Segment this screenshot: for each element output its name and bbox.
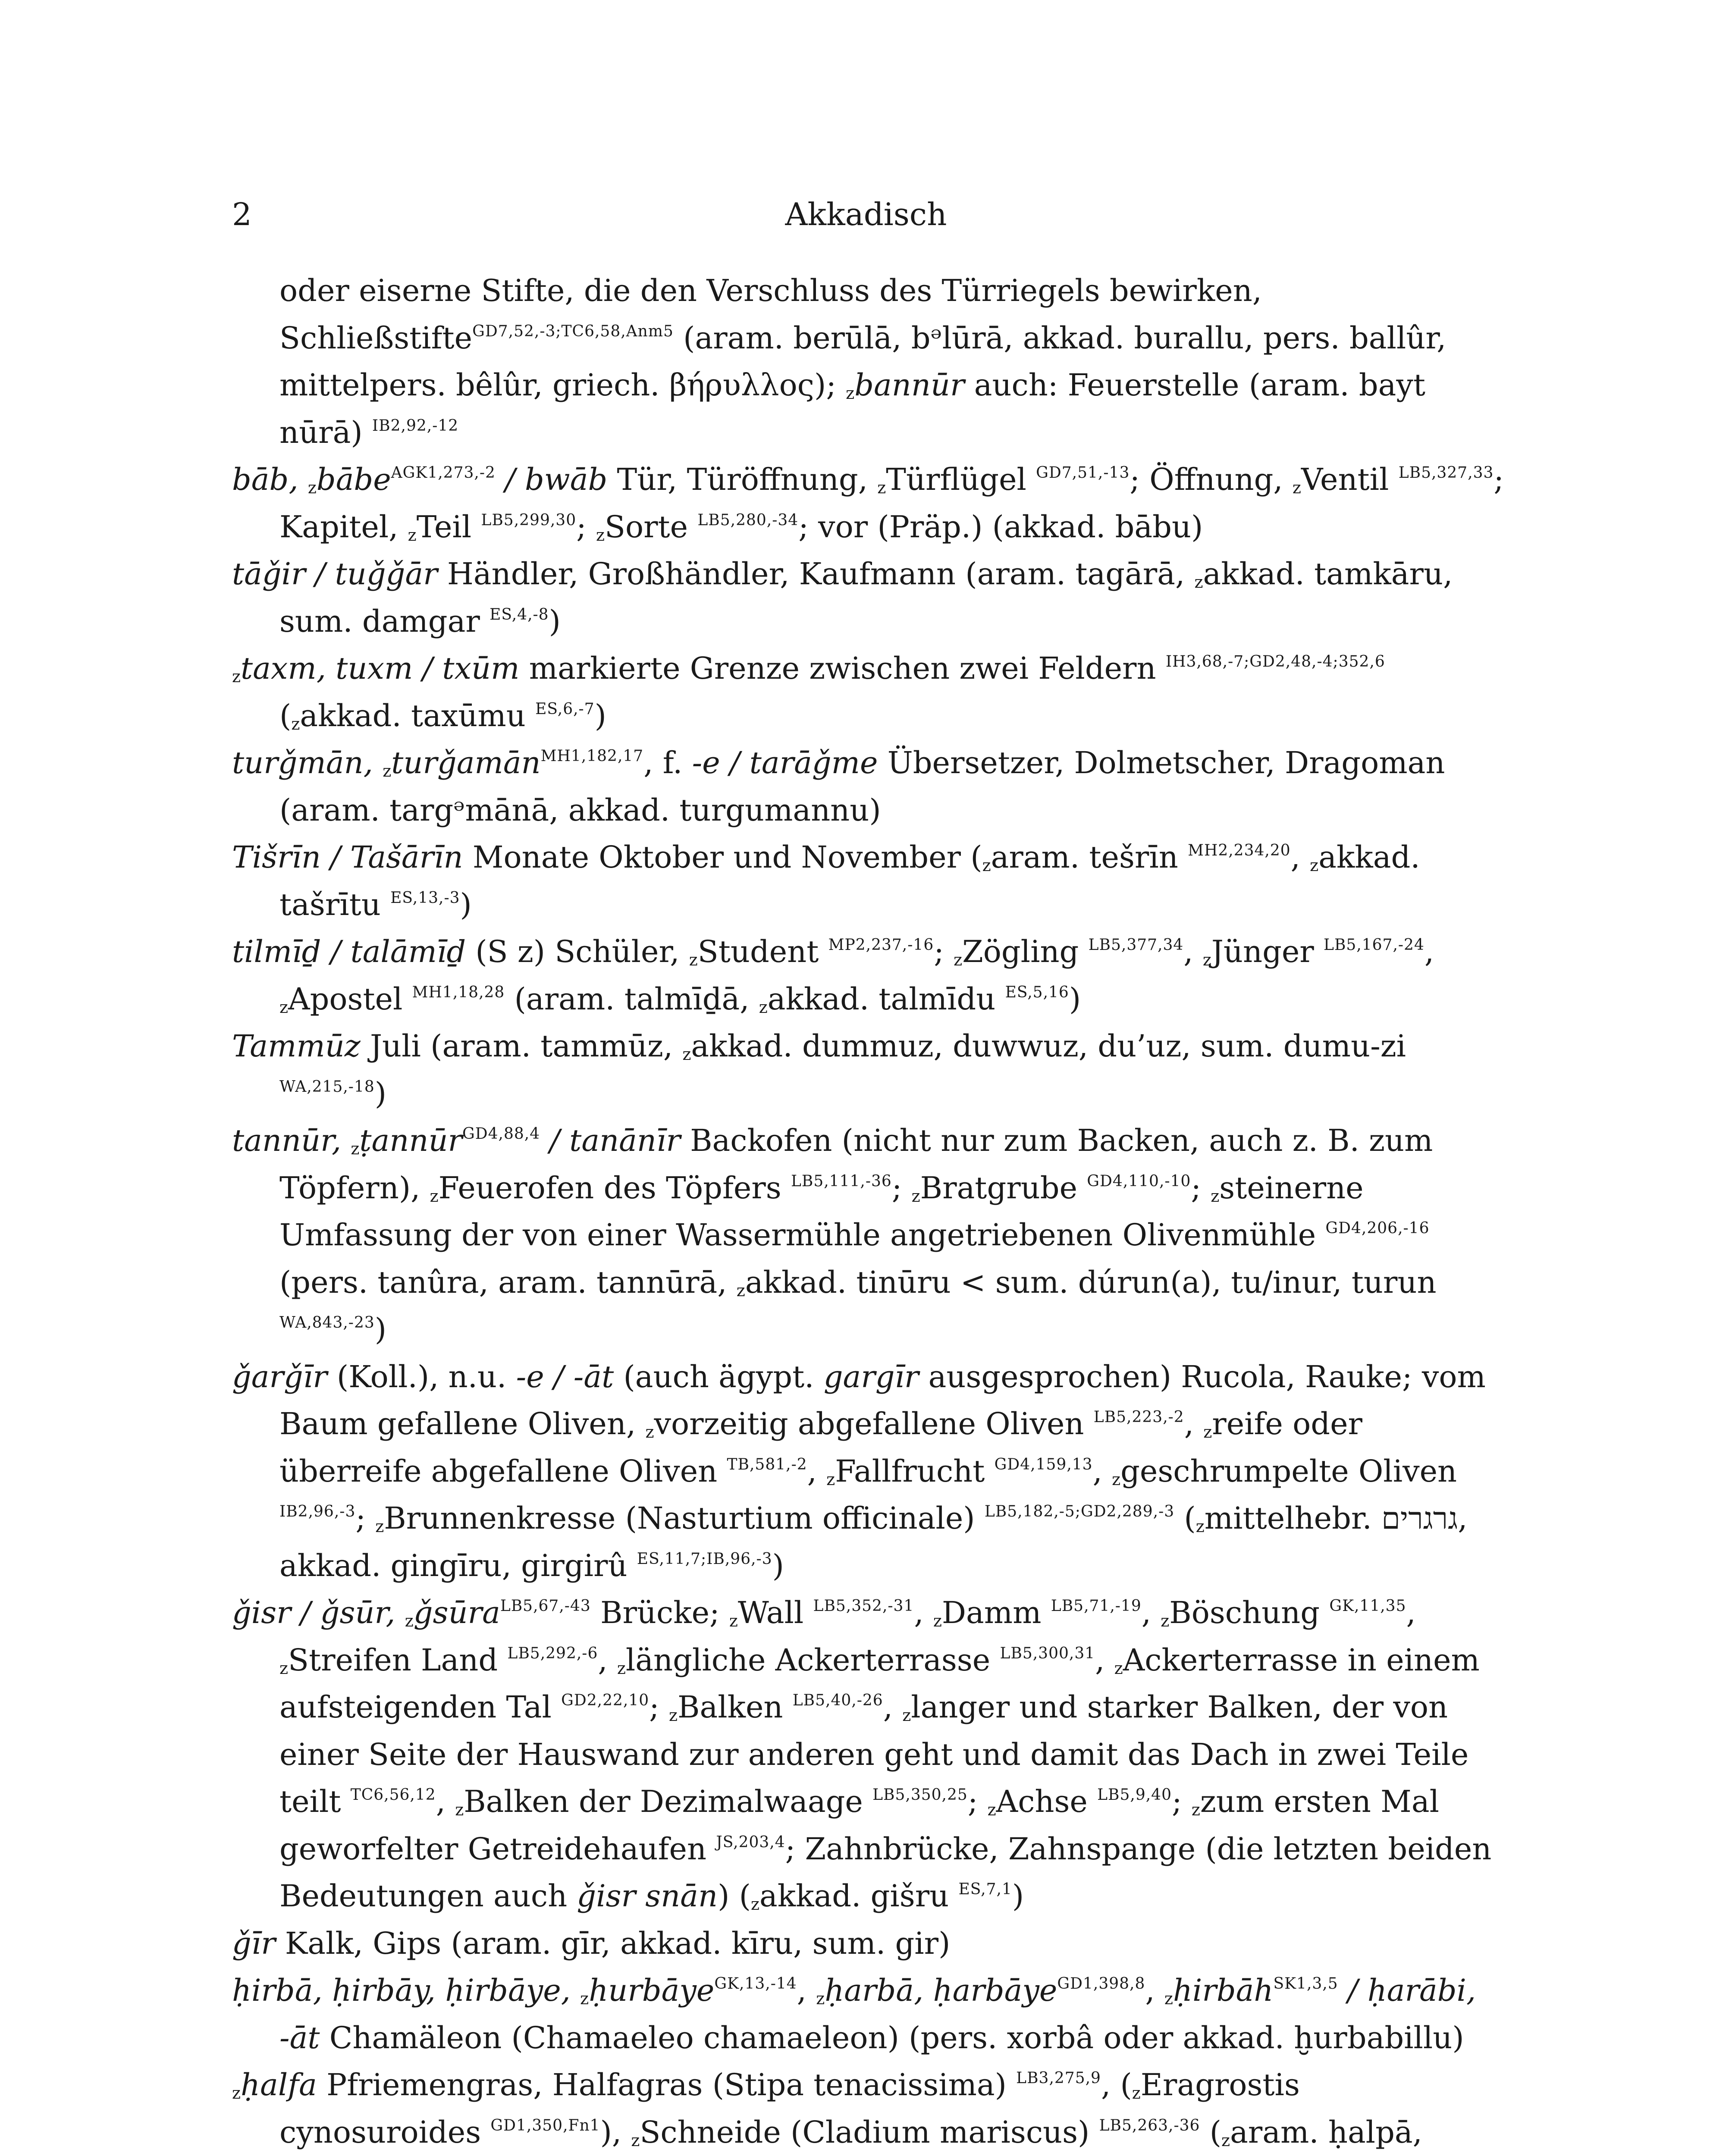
entry-text: ; <box>967 1784 988 1819</box>
entry-text: Chamäleon (Chamaeleo chamaeleon) (pers. xorbâ oder akkad. ḫurbabillu) <box>320 2020 1464 2056</box>
z-marker: z <box>631 2131 640 2150</box>
z-marker: z <box>816 1989 825 2008</box>
source-reference: LB5,182,-5;GD2,289,-3 <box>984 1503 1175 1520</box>
z-marker: z <box>987 1800 996 1819</box>
z-marker: z <box>736 1281 745 1300</box>
z-marker: z <box>1202 950 1211 969</box>
entry-text: , <box>1184 1406 1204 1442</box>
entry-text: vorzeitig abgefallene Oliven <box>654 1406 1094 1442</box>
entry-text: Sorte <box>604 509 698 545</box>
entry-text: , <box>797 1973 816 2008</box>
z-marker: z <box>408 525 417 545</box>
entry-text: akkad. tamkāru, sum. damgar <box>279 556 1453 639</box>
entry-text: ) <box>374 1312 387 1347</box>
entry-text: , <box>1092 1453 1112 1489</box>
entry-text: ; <box>1191 1170 1211 1206</box>
entry-text: , <box>1141 1595 1161 1630</box>
headword: turǧmān, <box>232 745 383 780</box>
entry-text: ; <box>1172 1784 1192 1819</box>
z-marker: z <box>405 1611 414 1630</box>
entry-text: Kalk, Gips (aram. gīr, akkad. kīru, sum. gir) <box>275 1925 951 1961</box>
headword: ḥalfa <box>241 2067 317 2103</box>
entry-text: (aram. talmīḏā, <box>505 981 759 1017</box>
entry-text: Eragrostis cynosuroides <box>279 2067 1300 2150</box>
source-reference: LB5,9,40 <box>1097 1786 1172 1804</box>
source-reference: GD4,206,-16 <box>1325 1219 1430 1237</box>
z-marker: z <box>279 997 289 1017</box>
source-reference: ES,11,7;IB,96,-3 <box>637 1550 772 1568</box>
z-marker: z <box>668 1706 678 1725</box>
entry-text: Fallfrucht <box>835 1453 995 1489</box>
entry-text: ; Kapitel, <box>279 462 1504 545</box>
entry-text: oder eiserne Stifte, die den Verschluss des Türriegels bewirken, Schließstifte <box>279 273 1262 356</box>
entry-text: , <box>883 1689 903 1725</box>
entry-text: Damm <box>941 1595 1051 1630</box>
entry-text: Böschung <box>1169 1595 1330 1630</box>
z-marker: z <box>1112 1470 1121 1489</box>
running-head: Akkadisch <box>785 196 947 232</box>
source-reference: AGK1,273,-2 <box>391 464 496 482</box>
source-reference: GK,13,-14 <box>714 1975 797 1993</box>
headword: ǧsūra <box>413 1595 500 1630</box>
entry-text: reife oder überreife abgefallene Oliven <box>279 1406 1362 1489</box>
z-marker: z <box>1161 1611 1170 1630</box>
source-reference: GD1,398,8 <box>1057 1975 1145 1993</box>
source-reference: GD2,22,10 <box>561 1692 650 1709</box>
entry-text: Achse <box>996 1784 1098 1819</box>
headword: tāǧir / tuǧǧār <box>232 556 438 592</box>
source-reference: GD4,110,-10 <box>1087 1172 1191 1190</box>
z-marker: z <box>279 1658 289 1678</box>
headword: -e / -āt <box>516 1359 614 1395</box>
entry-text: langer und starker Balken, der von einer Seite der Hauswand zur anderen geht und damit das Dach in zwei Teile teilt <box>279 1689 1469 1819</box>
entry-list <box>232 267 1509 2156</box>
entry-text: Balken der Dezimalwaage <box>464 1784 873 1819</box>
headword: taxm, tuxm / txūm <box>241 651 520 686</box>
z-marker: z <box>232 2084 241 2103</box>
entry-text: ( <box>1174 1501 1196 1536</box>
entry-text: Türflügel <box>886 462 1036 497</box>
dictionary-entry <box>232 834 1509 928</box>
source-reference: LB5,223,-2 <box>1093 1408 1184 1426</box>
z-marker: z <box>291 714 300 733</box>
z-marker: z <box>430 1186 439 1206</box>
headword: / ḥarābi, -āt <box>279 1973 1476 2056</box>
entry-text: Übersetzer, Dolmetscher, Dragoman (aram. targᵊmānā, akkad. turgumannu) <box>279 745 1445 828</box>
entry-text: ; vor (Präp.) (akkad. bābu) <box>798 509 1203 545</box>
z-marker: z <box>307 478 317 497</box>
entry-text: aram. tešrīn <box>991 840 1188 875</box>
entry-text: Ventil <box>1301 462 1399 497</box>
z-marker: z <box>617 1658 626 1678</box>
entry-text: Ackerterrasse in einem aufsteigenden Tal <box>279 1642 1480 1725</box>
entry-text: ( <box>1200 2114 1222 2150</box>
source-reference: IH3,68,-7;GD2,48,-4;352,6 <box>1165 653 1385 671</box>
dictionary-entry <box>232 1117 1509 1354</box>
z-marker: z <box>1310 856 1319 875</box>
entry-text: markierte Grenze zwischen zwei Feldern <box>519 651 1166 686</box>
entry-text: ) <box>1069 981 1081 1017</box>
entry-text: Bratgrube <box>920 1170 1087 1206</box>
entry-text: ; Öffnung, <box>1130 462 1293 497</box>
entry-text: (Koll.), n.u. <box>327 1359 516 1395</box>
entry-text: Jünger <box>1211 934 1324 969</box>
entry-text: ) <box>772 1548 784 1583</box>
entry-text: steinerne Umfassung der von einer Wassermühle angetriebenen Olivenmühle <box>279 1170 1364 1253</box>
headword: / tanānīr <box>540 1123 681 1158</box>
entry-text: Wall <box>737 1595 813 1630</box>
headword: Tišrīn / Tašārīn <box>232 840 463 875</box>
entry-text: Juli (aram. tammūz, <box>360 1028 683 1064</box>
source-reference: ES,6,-7 <box>535 700 595 718</box>
entry-text: längliche Ackerterrasse <box>625 1642 1000 1678</box>
z-marker: z <box>954 950 963 969</box>
entry-text: akkad. dummuz, duwwuz, du’uz, sum. dumu-zi <box>691 1028 1406 1064</box>
dictionary-entry <box>232 740 1509 834</box>
entry-text: Brunnenkresse (Nasturtium officinale) <box>384 1501 985 1536</box>
z-marker: z <box>826 1470 835 1489</box>
headword: ḥurbāye <box>589 1973 715 2008</box>
source-reference: LB5,67,-43 <box>500 1597 591 1615</box>
entry-text: ; Zahnbrücke, Zahnspange (die letzten beiden Bedeutungen auch <box>279 1831 1492 1914</box>
source-reference: LB5,292,-6 <box>507 1644 598 1662</box>
source-reference: JS,203,4 <box>716 1833 785 1851</box>
entry-text: ; <box>934 934 954 969</box>
z-marker: z <box>982 856 991 875</box>
dictionary-entry <box>232 928 1509 1023</box>
headword: ǧisr / ǧsūr, <box>232 1595 405 1630</box>
source-reference: WA,215,-18 <box>279 1078 375 1096</box>
source-reference: GD4,159,13 <box>994 1455 1093 1473</box>
entry-text: , <box>436 1784 455 1819</box>
entry-text: mittelhebr. גרגרים, akkad. gingīru, girgirû <box>279 1501 1468 1583</box>
z-marker: z <box>383 761 392 780</box>
entry-text: Apostel <box>288 981 412 1017</box>
entry-text: auch: Feuerstelle (aram. bayt nūrā) <box>279 367 1426 450</box>
source-reference: LB5,350,25 <box>872 1786 968 1804</box>
source-reference: GK,11,35 <box>1329 1597 1406 1615</box>
headword: ḥirbā, ḥirbāy, ḥirbāye, <box>232 1973 580 2008</box>
entry-text: ) ( <box>718 1878 751 1914</box>
entry-text: , f. <box>643 745 692 780</box>
source-reference: ES,4,-8 <box>489 605 549 624</box>
source-reference: ES,7,1 <box>958 1880 1012 1898</box>
dictionary-entry <box>232 1920 1509 1968</box>
z-marker: z <box>1194 573 1203 592</box>
z-marker: z <box>1221 2131 1230 2150</box>
dictionary-entry <box>232 2062 1509 2156</box>
headword: gargīr <box>823 1359 919 1395</box>
headword: ḥarbā, ḥarbāye <box>825 1973 1057 2008</box>
entry-text: ausgesprochen) Rucola, Rauke; vom Baum gefallene Oliven, <box>279 1359 1486 1442</box>
entry-text: ) <box>374 1075 387 1111</box>
headword: ṭannūr <box>359 1123 462 1158</box>
z-marker: z <box>933 1611 942 1630</box>
entry-text: Streifen Land <box>288 1642 508 1678</box>
entry-text: akkad. taxūmu <box>300 698 536 733</box>
source-reference: LB5,71,-19 <box>1051 1597 1142 1615</box>
entry-text: Tür, Türöffnung, <box>607 462 878 497</box>
entry-text: geschrumpelte Oliven <box>1120 1453 1457 1489</box>
source-reference: WA,843,-23 <box>279 1314 375 1332</box>
source-reference: LB5,377,34 <box>1088 936 1184 954</box>
z-marker: z <box>580 1989 589 2008</box>
entry-text: zum ersten Mal geworfelter Getreidehaufen <box>279 1784 1439 1867</box>
z-marker: z <box>911 1186 920 1206</box>
dictionary-entry <box>232 1589 1509 1920</box>
source-reference: LB3,275,9 <box>1016 2069 1101 2087</box>
page-number: 2 <box>232 196 252 232</box>
entry-text: , <box>807 1453 827 1489</box>
source-reference: LB5,263,-36 <box>1099 2116 1200 2134</box>
entry-text: , ( <box>1101 2067 1132 2103</box>
entry-text: ; <box>891 1170 912 1206</box>
z-marker: z <box>455 1800 464 1819</box>
z-marker: z <box>351 1139 360 1158</box>
source-reference: LB5,327,33 <box>1398 464 1494 482</box>
entry-text: akkad. gišru <box>759 1878 959 1914</box>
entry-text: , <box>1145 1973 1164 2008</box>
entry-text: (pers. tanûra, aram. tannūrā, <box>279 1264 737 1300</box>
headword: -e / tarāǧme <box>692 745 878 780</box>
z-marker: z <box>877 478 886 497</box>
entry-text: , <box>914 1595 933 1630</box>
headword: Tammūz <box>232 1028 361 1064</box>
headword: ǧīr <box>232 1925 276 1961</box>
headword: ǧarǧīr <box>232 1359 327 1395</box>
source-reference: GD7,52,-3;TC6,58,Anm5 <box>472 322 674 340</box>
entry-text: aram. ḥalpā, <box>1230 2114 1422 2150</box>
z-marker: z <box>1211 1186 1220 1206</box>
z-marker: z <box>1164 1989 1173 2008</box>
source-reference: IB2,92,-12 <box>372 417 459 435</box>
z-marker: z <box>689 950 698 969</box>
z-marker: z <box>729 1611 738 1630</box>
z-marker: z <box>1132 2084 1141 2103</box>
source-reference: LB5,167,-24 <box>1324 936 1425 954</box>
headword: ǧisr snān <box>577 1878 718 1914</box>
z-marker: z <box>596 525 605 545</box>
entry-text: Händler, Großhändler, Kaufmann (aram. tagārā, <box>437 556 1195 592</box>
entry-text: Monate Oktober und November ( <box>463 840 982 875</box>
z-marker: z <box>1203 1423 1212 1442</box>
dictionary-entry <box>232 1023 1509 1117</box>
entry-text: Balken <box>678 1689 793 1725</box>
entry-text: ), <box>600 2114 631 2150</box>
entry-text: Student <box>697 934 828 969</box>
source-reference: TB,581,-2 <box>727 1455 807 1473</box>
entry-text: akkad. tašrītu <box>279 840 1420 922</box>
z-marker: z <box>1191 1800 1200 1819</box>
source-reference: LB5,299,30 <box>481 511 577 529</box>
entry-text: (S z) Schüler, <box>466 934 689 969</box>
entry-text: Pfriemengras, Halfagras (Stipa tenacissima) <box>317 2067 1017 2103</box>
source-reference: MP2,237,-16 <box>828 936 934 954</box>
z-marker: z <box>902 1706 911 1725</box>
z-marker: z <box>645 1423 654 1442</box>
entry-text: , <box>598 1642 617 1678</box>
entry-text: ; <box>649 1689 669 1725</box>
z-marker: z <box>759 997 768 1017</box>
entry-text: Zögling <box>962 934 1089 969</box>
source-reference: MH1,18,28 <box>412 983 505 1001</box>
entry-text: , <box>1183 934 1203 969</box>
entry-text: , <box>1290 840 1310 875</box>
headword: turǧamān <box>391 745 541 780</box>
entry-text: Brücke; <box>590 1595 729 1630</box>
z-marker: z <box>1292 478 1301 497</box>
entry-text: Backofen (nicht nur zum Backen, auch z. B. zum Töpfern), <box>279 1123 1433 1206</box>
source-reference: MH1,182,17 <box>540 747 644 765</box>
headword: tannūr, <box>232 1123 351 1158</box>
source-reference: GD7,51,-13 <box>1036 464 1130 482</box>
source-reference: LB5,280,-34 <box>697 511 799 529</box>
source-reference: LB5,40,-26 <box>792 1692 883 1709</box>
source-reference: GD4,88,4 <box>462 1125 540 1143</box>
z-marker: z <box>232 667 241 686</box>
entry-text: (auch ägypt. <box>614 1359 824 1395</box>
headword: / bwāb <box>495 462 608 497</box>
entry-text: ; <box>576 509 596 545</box>
entry-text: , <box>1424 934 1434 969</box>
entry-text: Teil <box>416 509 481 545</box>
entry-text: akkad. talmīdu <box>767 981 1005 1017</box>
headword: tilmīḏ / talāmīḏ <box>232 934 466 969</box>
z-marker: z <box>750 1895 759 1914</box>
entry-text: , <box>1406 1595 1416 1630</box>
source-reference: LB5,111,-36 <box>791 1172 892 1190</box>
entry-text: ) <box>594 698 606 733</box>
entry-text: akkad. tinūru < sum. dúrun(a), tu/inur, turun <box>745 1264 1437 1300</box>
headword: ḥirbāh <box>1173 1973 1274 2008</box>
source-reference: MH2,234,20 <box>1188 842 1291 859</box>
entry-text: ( <box>279 698 292 733</box>
source-reference: ES,5,16 <box>1005 983 1069 1001</box>
source-reference: LB5,300,31 <box>1000 1644 1095 1662</box>
dictionary-entry <box>232 645 1509 740</box>
source-reference: SK1,3,5 <box>1273 1975 1338 1993</box>
dictionary-entry <box>232 1967 1509 2062</box>
source-reference: ES,13,-3 <box>390 889 460 907</box>
dictionary-entry <box>232 551 1509 645</box>
entry-text: , <box>1095 1642 1114 1678</box>
dictionary-entry <box>232 456 1509 551</box>
entry-text: (aram. berūlā, bᵊlūrā, akkad. burallu, pers. ballûr, mittelpers. bêlûr, griech. βήρυλλος); <box>279 320 1446 403</box>
headword: bāb, <box>232 462 308 497</box>
source-reference: GD1,350,Fn1 <box>490 2116 600 2134</box>
dictionary-entry <box>232 1354 1509 1590</box>
source-reference: LB5,352,-31 <box>813 1597 914 1615</box>
z-marker: z <box>1114 1658 1123 1678</box>
entry-text: ) <box>460 887 472 922</box>
entry-continuation <box>232 267 1509 456</box>
entry-text: ) <box>1012 1878 1024 1914</box>
source-reference: IB2,96,-3 <box>279 1503 356 1520</box>
entry-text: ; <box>355 1501 376 1536</box>
entry-text: Feuerofen des Töpfers <box>438 1170 791 1206</box>
headword: bābe <box>316 462 391 497</box>
z-marker: z <box>682 1045 691 1064</box>
headword: bannūr <box>854 367 965 403</box>
z-marker: z <box>1195 1517 1205 1536</box>
entry-text: ) <box>549 603 561 639</box>
entry-text: Schneide (Cladium mariscus) <box>640 2114 1099 2150</box>
source-reference: TC6,56,12 <box>350 1786 436 1804</box>
z-marker: z <box>375 1517 384 1536</box>
z-marker: z <box>846 384 855 403</box>
